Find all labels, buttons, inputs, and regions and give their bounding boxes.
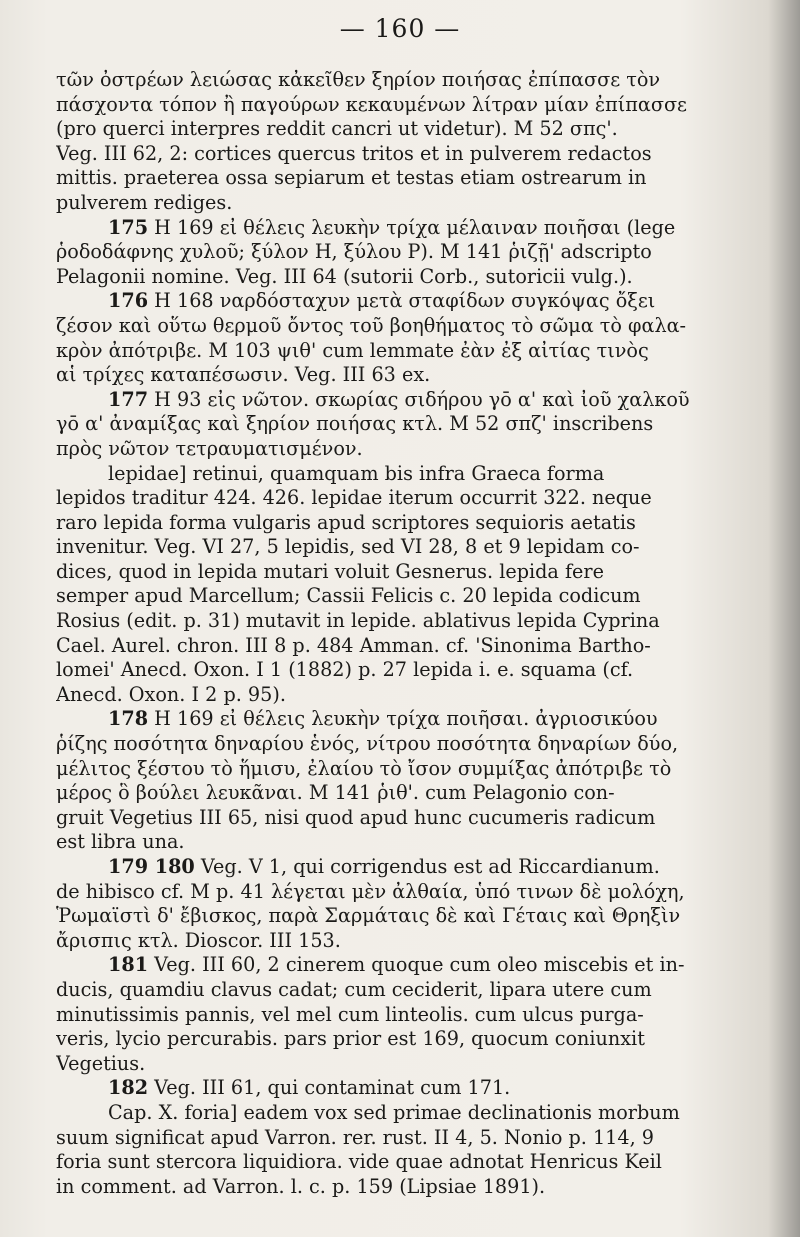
text-line: ζέσον καὶ οὕτω θερμοῦ ὄντος τοῦ βοηθήματος τὸ σῶμα τὸ φαλα- bbox=[56, 313, 687, 337]
text-line: invenitur. Veg. VI 27, 5 lepidis, sed VI 28, 8 et 9 lepidam co- bbox=[56, 535, 640, 559]
text-line: gruit Vegetius III 65, nisi quod apud hunc cucumeris radicum bbox=[56, 805, 656, 829]
text-line: ῥίζης ποσότητα δηναρίου ἑνός, νίτρου ποσότητα δηναρίων δύο, bbox=[56, 732, 679, 756]
commentary-text bbox=[56, 68, 782, 1199]
entry-176-line: 176 H 168 ναρδόσταχυν μετὰ σταφίδων συγκόψας ὄξει bbox=[108, 289, 656, 313]
text-line: πάσχοντα τόπον ἢ παγούρων κεκαυμένων λίτραν μίαν ἐπίπασσε bbox=[56, 92, 687, 116]
chapter-x-line: Cap. X. foria] eadem vox sed primae declinationis morbum bbox=[108, 1100, 680, 1124]
text-line: suum significat apud Varron. rer. rust. II 4, 5. Nonio p. 114, 9 bbox=[56, 1125, 654, 1149]
text-line: Cael. Aurel. chron. III 8 p. 484 Amman. cf. 'Sinonima Bartho- bbox=[56, 633, 651, 657]
text-line: (pro querci interpres reddit cancri ut videtur). M 52 σπς'. bbox=[56, 117, 618, 141]
text-line: γō α' ἀναμίξας καὶ ξηρίον ποιήσας κτλ. M 52 σπζ' inscribens bbox=[56, 412, 654, 436]
lemma-lepidae-line: lepidae] retinui, quamquam bis infra Graeca forma bbox=[108, 461, 605, 485]
text-line: de hibisco cf. M p. 41 λέγεται μὲν ἀλθαία, ὑπό τινων δὲ μολόχη, bbox=[56, 879, 685, 903]
text-line: κρὸν ἀπότριβε. M 103 ψιθ' cum lemmate ἐὰν ἐξ αἰτίας τινὸς bbox=[56, 338, 649, 362]
entry-177-line: 177 H 93 εἰς νῶτον. σκωρίας σιδήρου γō α' καὶ ἰοῦ χαλκοῦ bbox=[108, 387, 690, 411]
text-line: Veg. III 62, 2: cortices quercus tritos et in pulverem redactos bbox=[56, 141, 652, 165]
entry-179-180-line: 179 180 Veg. V 1, qui corrigendus est ad Riccardianum. bbox=[108, 855, 660, 878]
entry-175-line: 175 H 169 εἰ θέλεις λευκὴν τρίχα μέλαιναν ποιῆσαι (lege bbox=[108, 215, 676, 239]
text-line: veris, lycio percurabis. pars prior est 169, quocum coniunxit bbox=[56, 1027, 645, 1051]
entry-number: 182 bbox=[108, 1076, 149, 1100]
text-line: lomei' Anecd. Oxon. I 1 (1882) p. 27 lepida i. e. squama (cf. bbox=[56, 658, 634, 682]
text-line: raro lepida forma vulgaris apud scriptores sequioris aetatis bbox=[56, 510, 636, 534]
entry-number: 175 bbox=[108, 215, 149, 239]
text-line: αἱ τρίχες καταπέσωσιν. Veg. III 63 ex. bbox=[56, 363, 431, 387]
entry-number: 177 bbox=[108, 387, 149, 411]
text-line: Ῥωμαϊστὶ δ' ἔβισκος, παρὰ Σαρμάταις δὲ καὶ Γέταις καὶ Θρηξὶν bbox=[56, 904, 681, 928]
text-line: pulverem rediges. bbox=[56, 190, 233, 214]
text-line: Pelagonii nomine. Veg. III 64 (sutorii Corb., sutoricii vulg.). bbox=[56, 264, 633, 288]
text-line: est libra una. bbox=[56, 830, 185, 854]
entry-number: 178 bbox=[108, 707, 149, 731]
text-line: Vegetius. bbox=[56, 1051, 146, 1075]
text-line: Rosius (edit. p. 31) mutavit in lepide. ablativus lepida Cyprina bbox=[56, 609, 660, 633]
entry-178-line: 178 H 169 εἰ θέλεις λευκὴν τρίχα ποιῆσαι. ἀγριοσικύου bbox=[108, 707, 658, 731]
entry-number: 179 180 bbox=[108, 855, 195, 878]
text-line: in comment. ad Varron. l. c. p. 159 (Lipsiae 1891). bbox=[56, 1174, 546, 1198]
text-line: μέρος ὃ βούλει λευκᾶναι. M 141 ῥιθ'. cum Pelagonio con- bbox=[56, 781, 615, 805]
text-line: ἄρισπις κτλ. Dioscor. III 153. bbox=[56, 928, 341, 952]
text-line: Anecd. Oxon. I 2 p. 95). bbox=[56, 682, 286, 706]
text-line: ῥοδοδάφνης χυλοῦ; ξύλον H, ξύλου P). M 141 ῥιζῇ' adscripto bbox=[56, 240, 652, 264]
text-line: dices, quod in lepida mutari voluit Gesnerus. lepida fere bbox=[56, 559, 604, 583]
text-line: ducis, quamdiu clavus cadat; cum ceciderit, lipara utere cum bbox=[56, 977, 652, 1001]
text-line: μέλιτος ξέστου τὸ ἥμισυ, ἐλαίου τὸ ἴσον συμμίξας ἀπότριβε τὸ bbox=[56, 756, 672, 780]
text-line: lepidos traditur 424. 426. lepidae iterum occurrit 322. neque bbox=[56, 486, 652, 510]
text-line: semper apud Marcellum; Cassii Felicis c. 20 lepida codicum bbox=[56, 584, 641, 608]
entry-number: 176 bbox=[108, 289, 149, 313]
page-number: — 160 — bbox=[339, 14, 461, 43]
text-line: τῶν ὀστρέων λειώσας κἀκεῖθεν ξηρίον ποιήσας ἐπίπασσε τὸν bbox=[56, 68, 661, 91]
entry-181-line: 181 Veg. III 60, 2 cinerem quoque cum oleo miscebis et in- bbox=[108, 953, 685, 977]
text-line: mittis. praeterea ossa sepiarum et testas etiam ostrearum in bbox=[56, 166, 647, 190]
text-line: minutissimis pannis, vel mel cum linteolis. cum ulcus purga- bbox=[56, 1002, 644, 1026]
text-line: πρὸς νῶτον τετραυματισμένον. bbox=[56, 436, 363, 460]
entry-number: 181 bbox=[108, 953, 149, 977]
entry-182-line: 182 Veg. III 61, qui contaminat cum 171. bbox=[108, 1076, 511, 1100]
text-line: foria sunt stercora liquidiora. vide quae adnotat Henricus Keil bbox=[56, 1150, 662, 1174]
